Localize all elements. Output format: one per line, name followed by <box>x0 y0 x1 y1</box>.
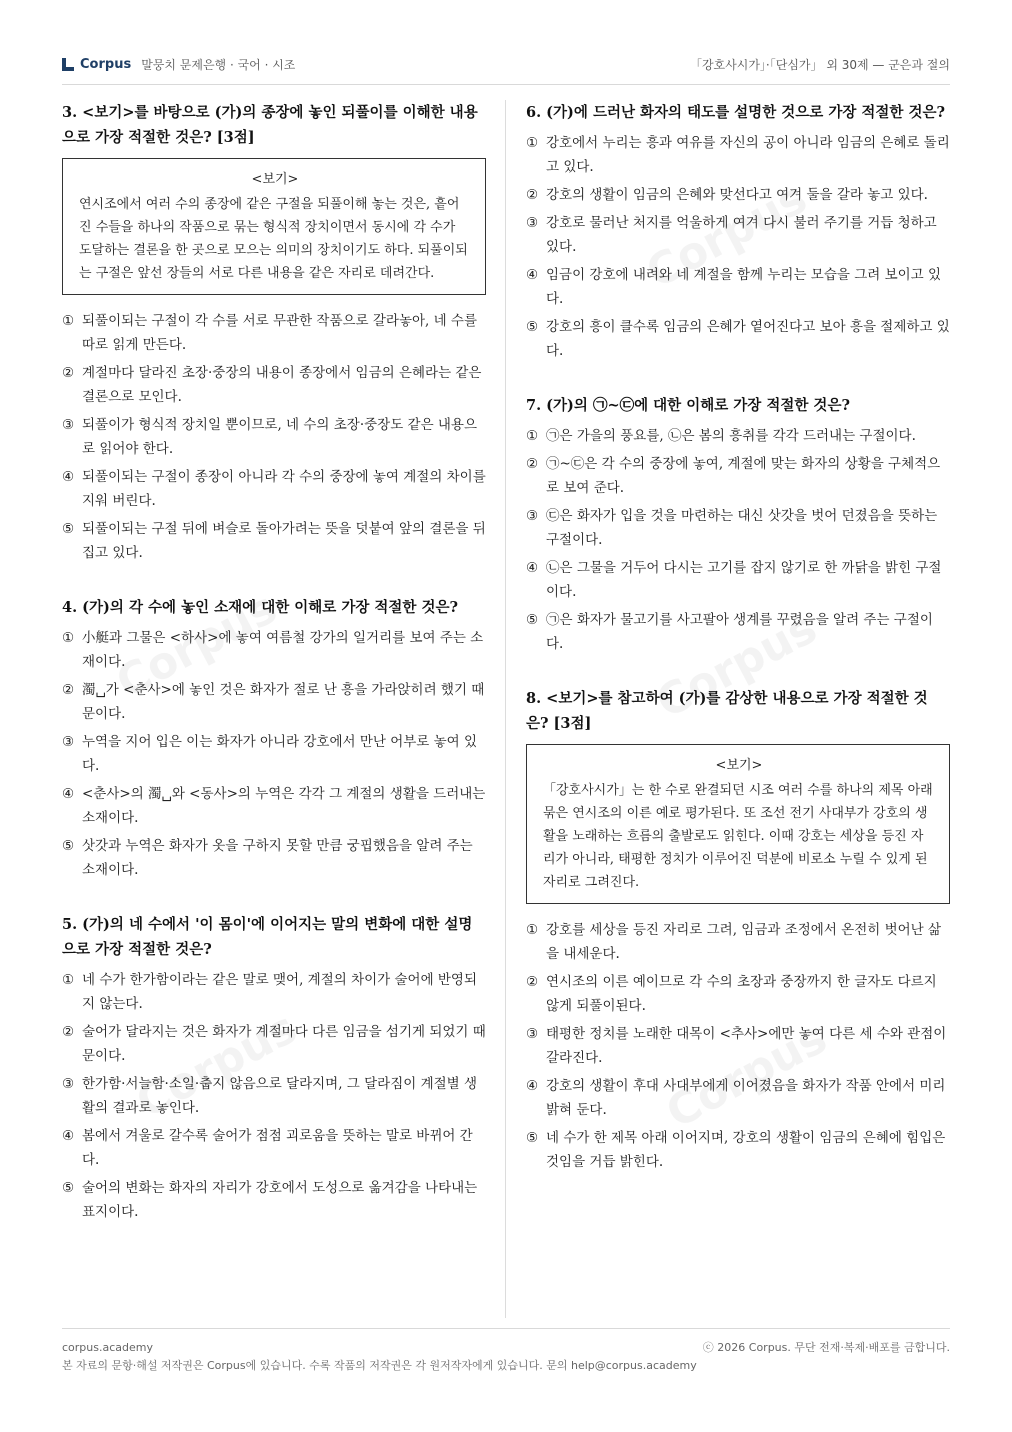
option-number: ⑤ <box>526 1130 539 1146</box>
option-number: ④ <box>62 1128 75 1144</box>
answer-option[interactable] <box>526 452 950 500</box>
option-text: ㉠~㉢은 각 수의 중장에 놓여, 계절에 맞는 화자의 상황을 구체적으로 보여 준다. <box>546 456 941 496</box>
option-text: 小艇과 그물은 <하사>에 놓여 여름철 강가의 일거리를 보여 주는 소재이다. <box>82 630 484 670</box>
column-divider <box>505 100 506 1318</box>
answer-option[interactable] <box>526 970 950 1018</box>
answer-option[interactable] <box>526 608 950 656</box>
answer-option[interactable] <box>62 782 486 830</box>
option-text: 강호에서 누리는 흥과 여유를 자신의 공이 아니라 임금의 은혜로 돌리고 있다. <box>546 135 950 175</box>
answer-option[interactable] <box>526 263 950 311</box>
answer-option[interactable] <box>62 309 486 357</box>
brand <box>62 56 295 73</box>
option-text: 되풀이되는 구절이 각 수를 서로 무관한 작품으로 갈라놓아, 네 수를 따로 읽게 만든다. <box>82 313 478 353</box>
option-text: 되풀이되는 구절이 종장이 아니라 각 수의 중장에 놓여 계절의 차이를 지워 버린다. <box>82 469 486 509</box>
option-number: ② <box>62 682 75 698</box>
option-number: ② <box>62 1024 75 1040</box>
answer-option[interactable] <box>62 517 486 565</box>
right-column <box>526 100 950 1204</box>
option-text: <춘사>의 濁␣와 <동사>의 누역은 각각 그 계절의 생활을 드러내는 소재이다. <box>82 786 486 826</box>
option-text: 태평한 정치를 노래한 대목이 <추사>에만 놓여 다른 세 수와 관점이 갈라진다. <box>546 1026 947 1066</box>
question-title: 7. (가)의 ㉠~㉢에 대한 이해로 가장 적절한 것은? <box>526 397 850 414</box>
option-text: 누역을 지어 입은 이는 화자가 아니라 강호에서 만난 어부로 놓여 있다. <box>82 734 478 774</box>
option-text: ㉠은 가을의 풍요를, ㉡은 봄의 흥취를 각각 드러내는 구절이다. <box>546 428 916 444</box>
option-number: ⑤ <box>62 1180 75 1196</box>
option-text: 네 수가 한 제목 아래 이어지며, 강호의 생활이 임금의 은혜에 힘입은 것임을 거듭 밝힌다. <box>546 1130 946 1170</box>
question-6 <box>526 100 950 363</box>
answer-option[interactable] <box>62 834 486 882</box>
answer-option[interactable] <box>526 315 950 363</box>
option-text: 임금이 강호에 내려와 네 계절을 함께 누리는 모습을 그려 보이고 있다. <box>546 267 942 307</box>
question-title: 3. <보기>를 바탕으로 (가)의 종장에 놓인 되풀이를 이해한 내용으로 가장 적절한 것은? [3점] <box>62 104 478 146</box>
answer-option[interactable] <box>526 556 950 604</box>
bogi-title: <보기> <box>715 758 763 773</box>
question-5 <box>62 912 486 1224</box>
footer-copyright: ⓒ 2026 Corpus. 무단 전재·복제·배포를 금합니다. <box>702 1341 950 1354</box>
option-number: ④ <box>526 267 539 283</box>
option-number: ① <box>526 428 539 444</box>
answer-option[interactable] <box>526 211 950 259</box>
header-subtitle: 말뭉치 문제은행 · 국어 · 시조 <box>141 58 296 72</box>
page-footer <box>62 1328 950 1375</box>
option-number: ⑤ <box>526 612 539 628</box>
answer-option[interactable] <box>526 1126 950 1174</box>
option-number: ③ <box>526 215 539 231</box>
option-text: 강호의 생활이 후대 사대부에게 이어졌음을 화자가 작품 안에서 미리 밝혀 둔다. <box>546 1078 946 1118</box>
option-text: 강호로 물러난 처지를 억울하게 여겨 다시 불러 주기를 거듭 청하고 있다. <box>546 215 937 255</box>
option-number: ① <box>62 313 75 329</box>
answer-option[interactable] <box>526 424 950 448</box>
question-title: 8. <보기>를 참고하여 (가)를 감상한 내용으로 가장 적절한 것은? [3점] <box>526 690 928 732</box>
bogi-box <box>62 158 486 295</box>
option-number: ② <box>526 974 539 990</box>
option-number: ⑤ <box>526 319 539 335</box>
header-right-title: 「강호사시가」·「단심가」 외 30제 — 군은과 절의 <box>689 58 950 72</box>
option-text: 술어가 달라지는 것은 화자가 계절마다 다른 임금을 섬기게 되었기 때문이다. <box>82 1024 486 1064</box>
option-number: ① <box>62 630 75 646</box>
option-text: 되풀이가 형식적 장치일 뿐이므로, 네 수의 초장·중장도 같은 내용으로 읽어야 한다. <box>82 417 478 457</box>
answer-option[interactable] <box>526 183 950 207</box>
bogi-box <box>526 744 950 904</box>
answer-option[interactable] <box>62 465 486 513</box>
option-number: ③ <box>526 1026 539 1042</box>
option-number: ② <box>526 187 539 203</box>
question-8 <box>526 686 950 1174</box>
option-number: ① <box>62 972 75 988</box>
answer-option[interactable] <box>526 131 950 179</box>
option-text: 강호의 흥이 클수록 임금의 은혜가 옅어진다고 보아 흥을 절제하고 있다. <box>546 319 950 359</box>
footer-notice: 본 자료의 문항·해설 저작권은 Corpus에 있습니다. 수록 작품의 저작권은 각 원저작자에게 있습니다. 문의 help@corpus.academy <box>62 1359 697 1372</box>
option-text: 술어의 변화는 화자의 자리가 강호에서 도성으로 옮겨감을 나타내는 표지이다. <box>82 1180 478 1220</box>
option-text: 강호를 세상을 등진 자리로 그려, 임금과 조정에서 온전히 벗어난 삶을 내세운다. <box>546 922 942 962</box>
option-text: ㉠은 화자가 물고기를 사고팔아 생계를 꾸렸음을 알려 주는 구절이다. <box>546 612 933 652</box>
answer-option[interactable] <box>62 1072 486 1120</box>
bogi-text: 연시조에서 여러 수의 종장에 같은 구절을 되풀이해 놓는 것은, 흩어진 수들을 하나의 작품으로 묶는 형식적 장치이면서 동시에 각 수가 도달하는 결론을 한 곳으로 모으는 의미의 장치이기도 하다. 되풀이되는 구절은 앞선 장들의 서로 다른 내용을 같은 자리로 데려간다. <box>79 197 468 281</box>
option-number: ③ <box>62 1076 75 1092</box>
option-text: 연시조의 이른 예이므로 각 수의 초장과 중장까지 한 글자도 다르지 않게 되풀이된다. <box>546 974 937 1014</box>
option-number: ③ <box>62 417 75 433</box>
page-header <box>62 56 950 85</box>
answer-option[interactable] <box>62 730 486 778</box>
option-number: ① <box>526 135 539 151</box>
option-number: ④ <box>62 469 75 485</box>
answer-option[interactable] <box>62 1020 486 1068</box>
brand-name: Corpus <box>80 57 132 72</box>
option-number: ⑤ <box>62 521 75 537</box>
question-title: 4. (가)의 각 수에 놓인 소재에 대한 이해로 가장 적절한 것은? <box>62 599 458 616</box>
option-text: 봄에서 겨울로 갈수록 술어가 점점 괴로움을 뜻하는 말로 바뀌어 간다. <box>82 1128 473 1168</box>
option-number: ④ <box>526 1078 539 1094</box>
answer-option[interactable] <box>62 361 486 409</box>
answer-option[interactable] <box>526 1074 950 1122</box>
answer-option[interactable] <box>526 504 950 552</box>
corpus-logo-icon <box>62 58 74 71</box>
answer-option[interactable] <box>62 968 486 1016</box>
question-3 <box>62 100 486 565</box>
option-text: 되풀이되는 구절 뒤에 벼슬로 돌아가려는 뜻을 덧붙여 앞의 결론을 뒤집고 있다. <box>82 521 486 561</box>
question-7 <box>526 393 950 656</box>
option-text: 계절마다 달라진 초장·중장의 내용이 종장에서 임금의 은혜라는 같은 결론으로 모인다. <box>82 365 482 405</box>
question-4 <box>62 595 486 882</box>
option-number: ④ <box>62 786 75 802</box>
left-column <box>62 100 486 1254</box>
answer-option[interactable] <box>526 1022 950 1070</box>
bogi-title: <보기> <box>251 172 299 187</box>
answer-option[interactable] <box>62 678 486 726</box>
bogi-text: 「강호사시가」는 한 수로 완결되던 시조 여러 수를 하나의 제목 아래 묶은 연시조의 이른 예로 평가된다. 또 조선 전기 사대부가 강호의 생활을 노래하는 흐름의 출발로도 읽힌다. 이때 강호는 세상을 등진 자리가 아니라, 태평한 정치가 이루어진 덕분에 비로소 누릴 수 있게 된 자리로 그려진다. <box>543 783 933 890</box>
option-text: 삿갓과 누역은 화자가 옷을 구하지 못할 만큼 궁핍했음을 알려 주는 소재이다. <box>82 838 473 878</box>
option-text: 濁␣가 <춘사>에 놓인 것은 화자가 절로 난 흥을 가라앉히려 했기 때문이다. <box>82 682 485 722</box>
option-number: ④ <box>526 560 539 576</box>
option-number: ③ <box>526 508 539 524</box>
option-number: ② <box>62 365 75 381</box>
option-text: 한가함·서늘함·소일·춥지 않음으로 달라지며, 그 달라짐이 계절별 생활의 결과로 놓인다. <box>82 1076 478 1116</box>
option-text: ㉡은 그물을 거두어 다시는 고기를 잡지 않기로 한 까닭을 밝힌 구절이다. <box>546 560 942 600</box>
answer-option[interactable] <box>62 626 486 674</box>
answer-option[interactable] <box>62 1176 486 1224</box>
option-number: ③ <box>62 734 75 750</box>
answer-option[interactable] <box>62 413 486 461</box>
footer-site-link[interactable]: corpus.academy <box>62 1341 153 1354</box>
option-number: ② <box>526 456 539 472</box>
answer-option[interactable] <box>62 1124 486 1172</box>
question-title: 5. (가)의 네 수에서 '이 몸이'에 이어지는 말의 변화에 대한 설명으로 가장 적절한 것은? <box>62 916 473 958</box>
option-text: 강호의 생활이 임금의 은혜와 맞선다고 여겨 둘을 갈라 놓고 있다. <box>546 187 928 203</box>
option-text: 네 수가 한가함이라는 같은 말로 맺어, 계절의 차이가 술어에 반영되지 않는다. <box>82 972 478 1012</box>
question-title: 6. (가)에 드러난 화자의 태도를 설명한 것으로 가장 적절한 것은? <box>526 104 945 121</box>
option-text: ㉢은 화자가 입을 것을 마련하는 대신 삿갓을 벗어 던졌음을 뜻하는 구절이다. <box>546 508 938 548</box>
option-number: ⑤ <box>62 838 75 854</box>
answer-option[interactable] <box>526 918 950 966</box>
option-number: ① <box>526 922 539 938</box>
